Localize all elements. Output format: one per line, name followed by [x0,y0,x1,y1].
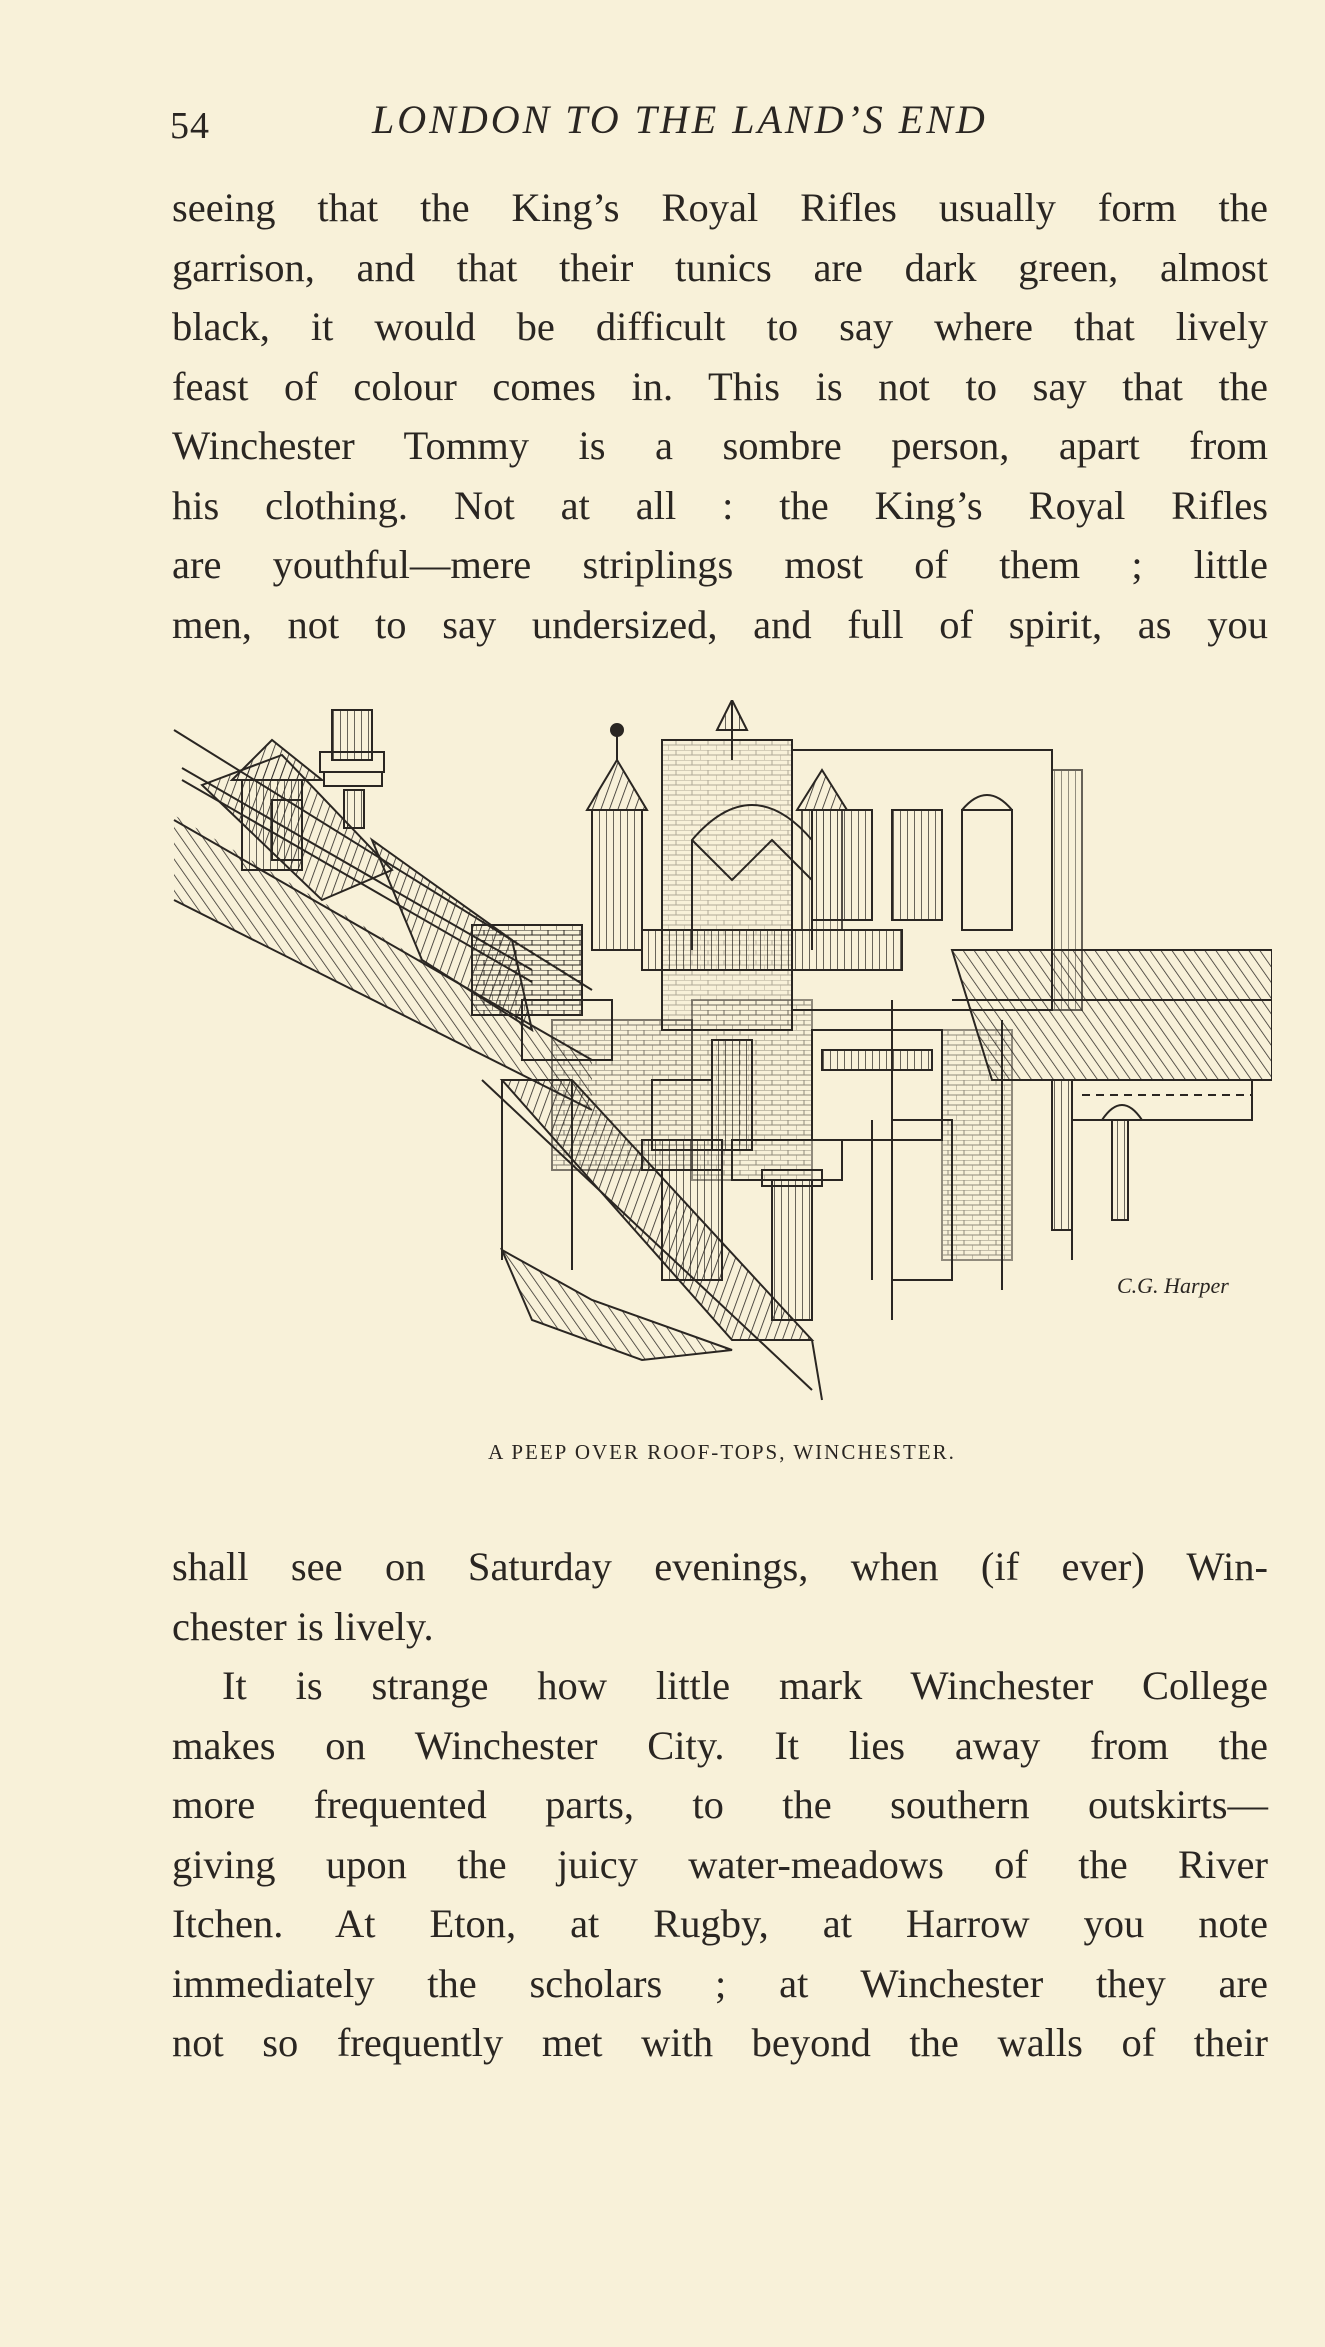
text-line: Winchester Tommy is a sombre person, apart from [172,423,1268,468]
page-number: 54 [170,105,210,147]
text-line: shall see on Saturday evenings, when (if ever) Win- [172,1544,1268,1589]
roof-tops-illustration [172,700,1272,1420]
paragraph-bottom [172,1537,1268,2073]
text-line: immediately the scholars ; at Winchester they are [172,1960,1268,2006]
text-line: more frequented parts, to the southern outskirts— [172,1782,1268,1827]
engraving-illustration [172,700,1272,1420]
text-line: giving upon the juicy water-meadows of the River [172,1841,1268,1887]
text-line: chester is lively. [172,1603,434,1649]
text-line: It is strange how little mark Winchester College [222,1663,1268,1708]
figure-caption: A PEEP OVER ROOF-TOPS, WINCHESTER. [488,1440,956,1464]
paragraph-top [172,178,1268,654]
text-line: Itchen. At Eton, at Rugby, at Harrow you note [172,1901,1268,1946]
text-line: men, not to say undersized, and full of spirit, as you [172,601,1268,647]
text-line: garrison, and that their tunics are dark green, almost [172,244,1268,290]
text-line: feast of colour comes in. This is not to say that the [172,363,1268,409]
text-line: black, it would be difficult to say where that lively [172,304,1268,349]
text-line: seeing that the King’s Royal Rifles usually form the [172,185,1268,230]
artist-signature: C.G. Harper [1117,1273,1229,1298]
text-line: makes on Winchester City. It lies away from the [172,1722,1268,1768]
text-line: his clothing. Not at all : the King’s Royal Rifles [172,482,1268,528]
text-line: not so frequently met with beyond the walls of their [172,2020,1268,2065]
text-line: are youthful—mere striplings most of them ; little [172,542,1268,587]
running-head: LONDON TO THE LAND’S END [372,97,988,142]
